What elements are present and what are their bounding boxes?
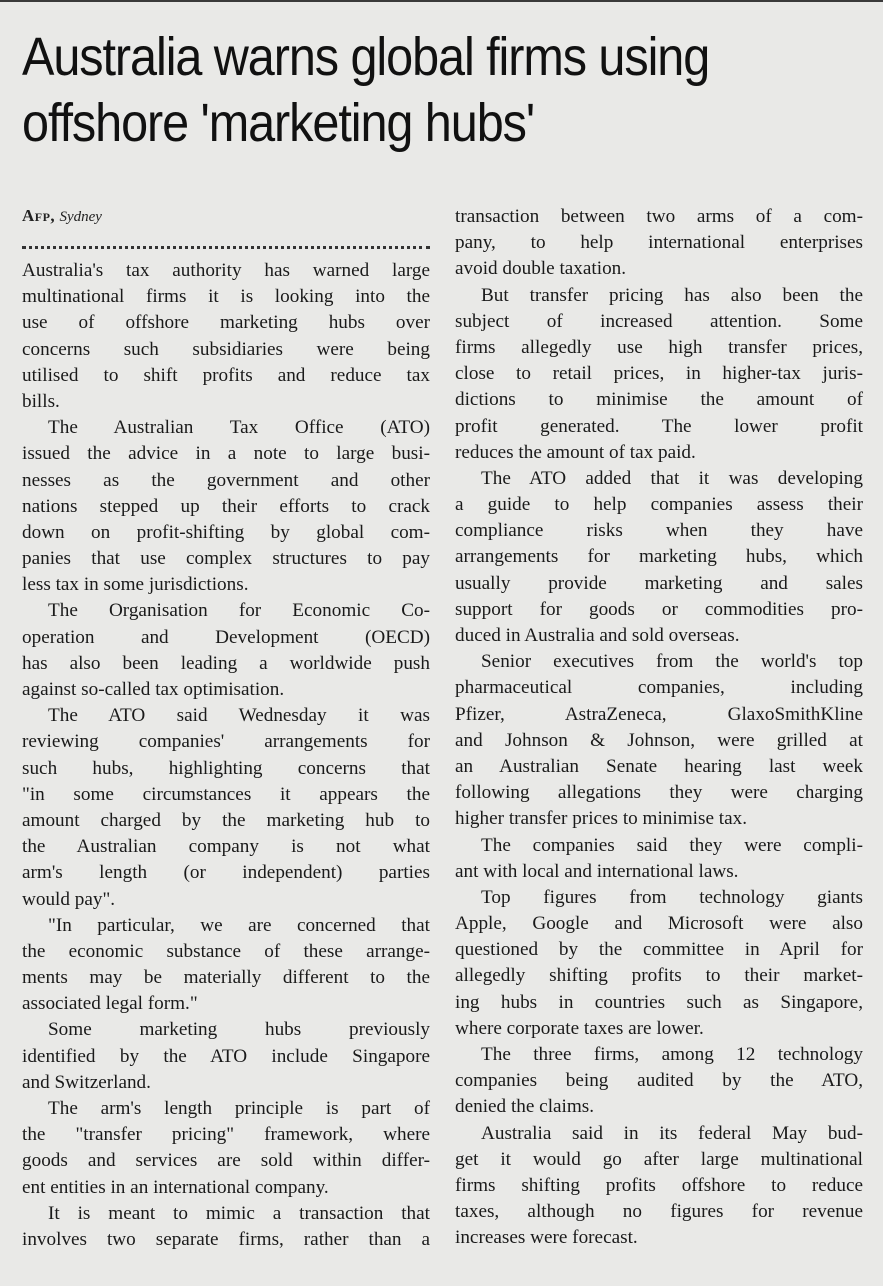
text-line: against so-called tax optimisation. [22,679,285,700]
text-line: utilised to shift profits and reduce tax [22,364,430,386]
text-line: associated legal form." [22,993,198,1015]
text-line: following allegations they were charging [455,782,863,804]
text-line: the economic substance of these arrange- [22,940,430,962]
text-line: arm's length (or independent) parties [22,862,430,884]
text-line: allegedly shifting profits to their market- [455,965,863,987]
text-line: dictions to minimise the amount of [455,389,863,411]
text-line: Australia's tax authority has warned large [22,260,430,281]
text-line: the "transfer pricing" framework, where [22,1124,430,1146]
text-line: transaction between two arms of a com- [455,206,863,227]
text-line: The companies said they were compli- [481,834,863,856]
text-line: has also been leading a worldwide push [22,652,430,674]
text-line: "in some circumstances it appears the [22,783,430,805]
text-line: Apple, Google and Microsoft were also [455,913,863,935]
text-line: ant with local and international laws. [455,860,739,882]
right-column [455,204,863,1252]
top-rule [0,0,883,2]
text-line: pharmaceutical companies, including [455,677,863,699]
text-line: ments may be materially different to the [22,967,430,989]
text-line: The Australian Tax Office (ATO) [48,417,430,439]
text-line: amount charged by the marketing hub to [22,809,430,831]
text-line: companies being audited by the ATO, [455,1070,863,1092]
text-line: reviewing companies' arrangements for [22,731,430,753]
text-line: firms shifting profits offshore to reduce [455,1174,863,1196]
text-line: Pfizer, AstraZeneca, GlaxoSmithKline [455,703,863,725]
text-line: It is meant to mimic a transaction that [48,1202,430,1224]
text-line: nesses as the government and other [22,469,430,491]
byline [22,205,102,228]
dotted-divider [22,246,430,249]
text-line: subject of increased attention. Some [455,310,863,332]
text-line: involves two separate firms, rather than a [22,1228,430,1250]
text-line: avoid double taxation. [455,258,627,280]
text-line: reduces the amount of tax paid. [455,441,696,463]
text-line: compliance risks when they have [455,520,863,542]
text-line: usually provide marketing and sales [455,572,863,594]
text-line: support for goods or commodities pro- [455,598,863,620]
text-line: and Switzerland. [22,1071,151,1093]
text-line: arrangements for marketing hubs, which [455,546,863,568]
text-line: identified by the ATO include Singapore [22,1045,430,1067]
text-line: goods and services are sold within differ- [22,1150,430,1172]
text-line: Senior executives from the world's top [481,651,863,673]
text-line: get it would go after large multinational [455,1148,863,1170]
text-line: "In particular, we are concerned that [48,914,430,936]
text-line: multinational firms it is looking into the [22,286,430,308]
text-line: Some marketing hubs previously [48,1019,430,1041]
text-line: use of offshore marketing hubs over [22,312,430,334]
headline-line: offshore 'marketing hubs' [22,93,535,153]
byline-place: Sydney [59,209,102,225]
text-line: down on profit-shifting by global com- [22,521,430,543]
text-line: higher transfer prices to minimise tax. [455,808,747,830]
text-line: profit generated. The lower profit [455,415,863,437]
text-line: The Organisation for Economic Co- [48,600,430,622]
text-line: and Johnson & Johnson, were grilled at [455,729,863,751]
text-line: firms allegedly use high transfer prices, [455,336,863,358]
text-line: denied the claims. [455,1096,595,1118]
left-column [22,258,430,1253]
text-line: increases were forecast. [455,1227,638,1249]
text-line: issued the advice in a note to large busi- [22,443,430,465]
text-line: taxes, although no figures for revenue [455,1201,863,1223]
text-line: ing hubs in countries such as Singapore, [455,991,863,1013]
text-line: The three firms, among 12 technology [481,1044,863,1065]
text-line: pany, to help international enterprises [455,232,863,254]
text-line: Australia said in its federal May bud- [481,1122,863,1144]
text-line: such hubs, highlighting concerns that [22,757,430,779]
text-line: where corporate taxes are lower. [455,1017,704,1039]
text-line: operation and Development (OECD) [22,626,430,648]
headline-line: Australia warns global firms using [22,27,710,87]
headline [22,24,787,156]
text-line: an Australian Senate hearing last week [455,755,863,777]
byline-agency: Afp, [22,206,56,225]
text-line: nations stepped up their efforts to crack [22,495,430,517]
text-line: the Australian company is not what [22,836,430,858]
text-line: The ATO added that it was developing [481,467,863,489]
text-line: a guide to help companies assess their [455,494,863,516]
text-line: questioned by the committee in April for [455,939,863,961]
text-line: ent entities in an international company. [22,1176,329,1198]
text-line: less tax in some jurisdictions. [22,574,249,596]
text-line: panies that use complex structures to pay [22,548,430,570]
text-line: The ATO said Wednesday it was [48,705,430,727]
text-line: duced in Australia and sold overseas. [455,625,740,646]
text-line: The arm's length principle is part of [48,1098,430,1119]
text-line: would pay". [22,888,116,910]
text-line: close to retail prices, in higher-tax juris- [455,363,863,385]
text-line: bills. [22,390,60,412]
text-line: But transfer pricing has also been the [481,284,863,306]
text-line: concerns such subsidiaries were being [22,338,430,360]
text-line: Top figures from technology giants [481,886,863,908]
